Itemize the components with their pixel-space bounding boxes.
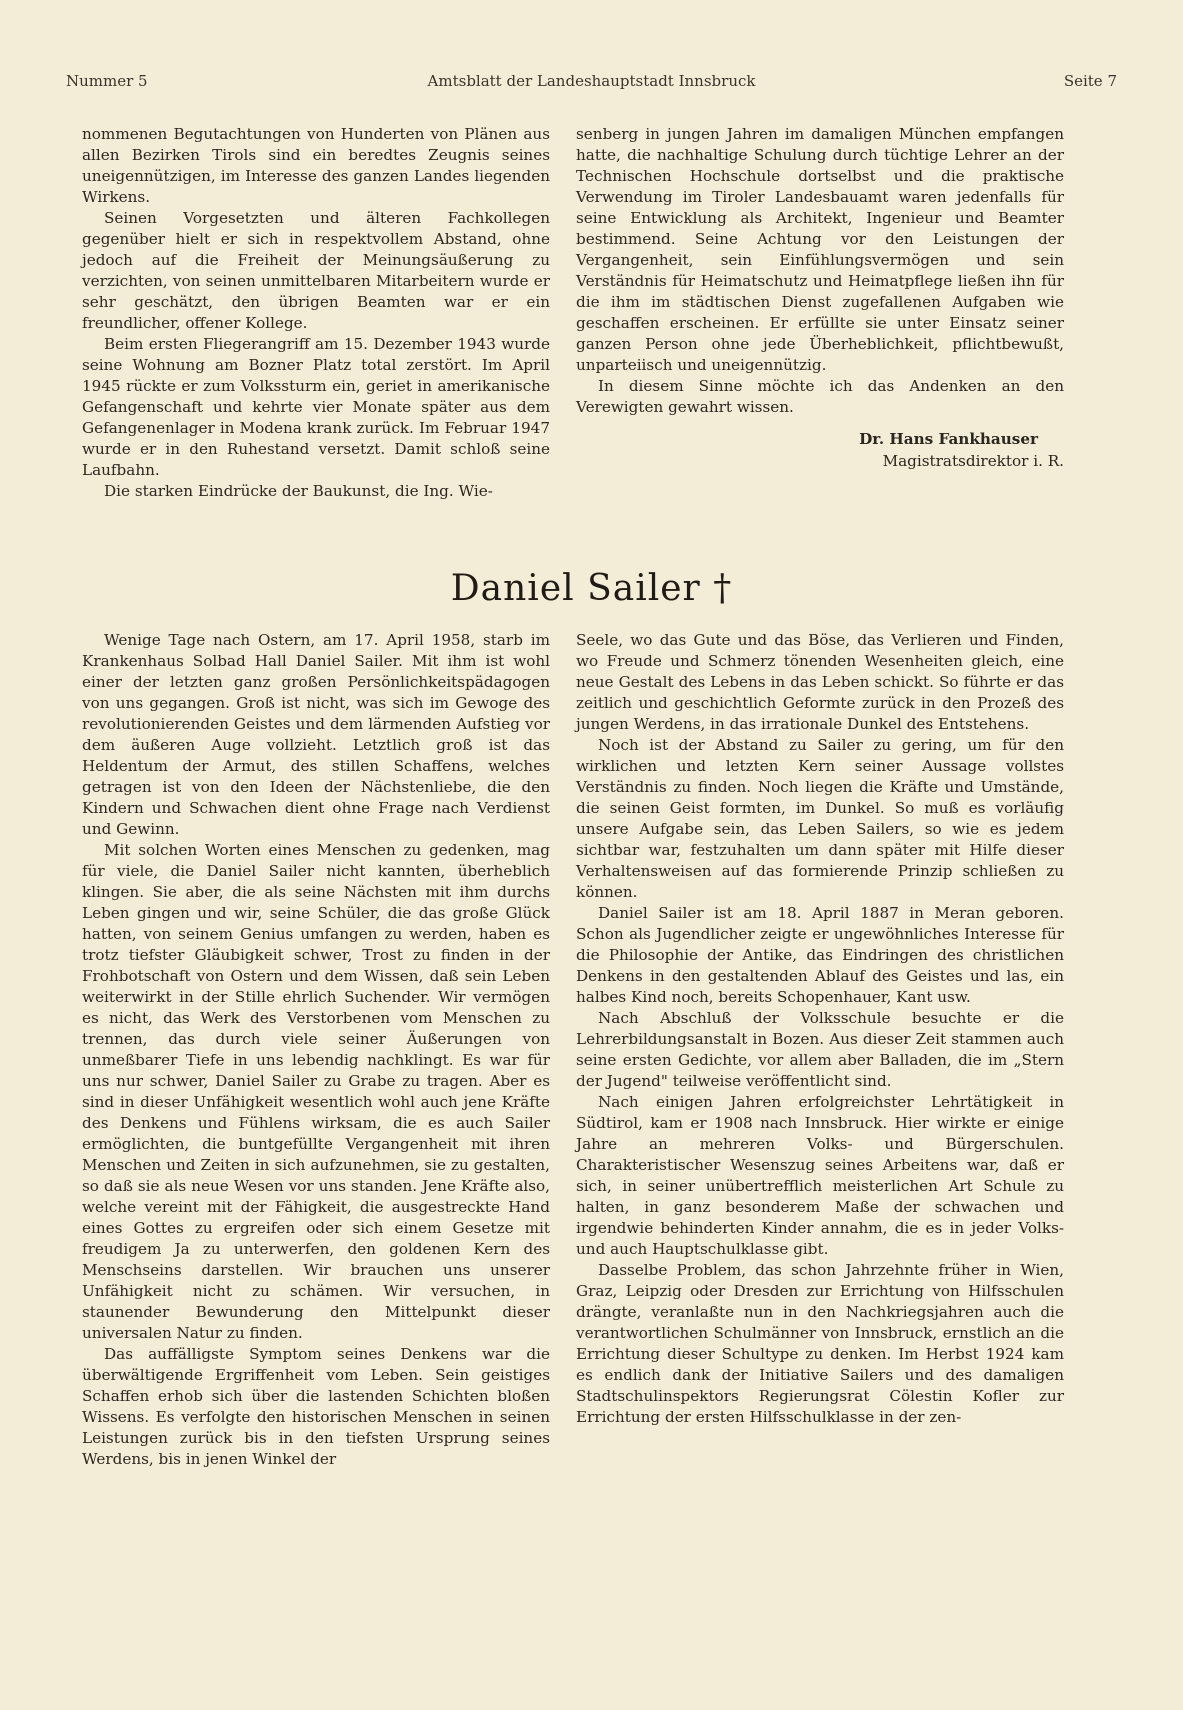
signature-block xyxy=(576,428,1064,472)
paragraph: Seele, wo das Gute und das Böse, das Verlieren und Finden, wo Freude und Schmerz tönenden Wesenheiten gleich, eine neue Gestalt des Lebens in das Leben schickt. So führte er das zeitlich und geschichtlich Geformte zurück in den Prozeß des jungen Werdens, in das irrationale Dunkel des Entstehens. xyxy=(576,631,1064,733)
paragraph: In diesem Sinne möchte ich das Andenken an den Verewigten gewahrt wissen. xyxy=(576,377,1064,416)
paragraph: Nach einigen Jahren erfolgreichster Lehrtätigkeit in Südtirol, kam er 1908 nach Innsbruck. Hier wirkte er einige Jahre an mehreren Volks- und Bürgerschulen. Charakteristischer Wesenszug seines Arbeitens war, daß er sich, in seiner unübertrefflich meisterlichen Art Schule zu halten, in ganz besonderem Maße der schwachen und irgendwie behinderten Kinder annahm, die es in jeder Volks- und auch Hauptschulklasse gibt. xyxy=(576,1093,1064,1258)
signature-role: Magistratsdirektor i. R. xyxy=(882,452,1064,470)
article-left-column xyxy=(82,630,550,1470)
paragraph: Wenige Tage nach Ostern, am 17. April 1958, starb im Krankenhaus Solbad Hall Daniel Sailer. Mit ihm ist wohl einer der letzten ganz großen Persönlichkeitspädagogen von uns gegangen. Groß ist nicht, was sich im Gewoge des revolutionierenden Geistes und dem lärmenden Aufstieg vor dem äußeren Auge vollzieht. Letztlich groß ist das Heldentum der Armut, des stillen Schaffens, welches getragen ist von den Ideen der Nächstenliebe, die den Kindern und Schwachen dient ohne Frage nach Verdienst und Gewinn. xyxy=(82,631,550,838)
paragraph: Das auffälligste Symptom seines Denkens war die überwältigende Ergriffenheit vom Leben. Sein geistiges Schaffen erhob sich über die lastenden Schichten bloßen Wissens. Es verfolgte den historischen Menschen in seinen Leistungen zurück bis in den tiefsten Ursprung seines Werdens, bis in jenen Winkel der xyxy=(82,1345,550,1468)
paragraph: senberg in jungen Jahren im damaligen München empfangen hatte, die nachhaltige Schulung durch tüchtige Lehrer an der Technischen Hochschule dortselbst und die praktische Verwendung im Tiroler Landesbauamt waren jedenfalls für seine Entwicklung als Architekt, Ingenieur und Beamter bestimmend. Seine Achtung vor den Leistungen der Vergangenheit, sein Einfühlungsvermögen und sein Verständnis für Heimatschutz und Heimatpflege ließen ihn für die ihm im städtischen Dienst zugefallenen Aufgaben wie geschaffen erscheinen. Er erfüllte sie unter Einsatz seiner ganzen Person ohne jede Überheblichkeit, pflichtbewußt, unparteiisch und uneigennützig. xyxy=(576,125,1064,374)
paragraph: Daniel Sailer ist am 18. April 1887 in Meran geboren. Schon als Jugendlicher zeigte er ungewöhnliches Interesse für die Philosophie der Antike, das Eindringen des christlichen Denkens in den gestaltenden Ablauf des Geistes und las, ein halbes Kind noch, bereits Schopenhauer, Kant usw. xyxy=(576,904,1064,1006)
page-number: Seite 7 xyxy=(1063,72,1117,90)
obituary-continuation-right-column xyxy=(576,124,1064,472)
publication-title: Amtsblatt der Landeshauptstadt Innsbruck xyxy=(427,72,756,90)
paragraph: Dasselbe Problem, das schon Jahrzehnte früher in Wien, Graz, Leipzig oder Dresden zur Errichtung von Hilfsschulen drängte, veranlaßte nun in den Nachkriegsjahren auch die verantwortlichen Schulmänner von Innsbruck, ernstlich an die Errichtung dieser Schultype zu denken. Im Herbst 1924 kam es endlich dank der Initiative Sailers und des damaligen Stadtschulinspektors Regierungsrat Cölestin Kofler zur Errichtung der ersten Hilfsschulklasse in der zen- xyxy=(576,1261,1064,1426)
paragraph: Nach Abschluß der Volksschule besuchte er die Lehrerbildungsanstalt in Bozen. Aus dieser Zeit stammen auch seine ersten Gedichte, vor allem aber Balladen, die im „Stern der Jugend" teilweise veröffentlicht sind. xyxy=(576,1009,1064,1090)
paragraph: Beim ersten Fliegerangriff am 15. Dezember 1943 wurde seine Wohnung am Bozner Platz total zerstört. Im April 1945 rückte er zum Volkssturm ein, geriet in amerikanische Gefangenschaft und kehrte vier Monate später aus dem Gefangenenlager in Modena krank zurück. Im Februar 1947 wurde er in den Ruhestand versetzt. Damit schloß seine Laufbahn. xyxy=(82,335,550,479)
article-right-column xyxy=(576,630,1064,1428)
paragraph: nommenen Begutachtungen von Hunderten von Plänen aus allen Bezirken Tirols sind ein beredtes Zeugnis seines uneigennützigen, im Interesse des ganzen Landes liegenden Wirkens. xyxy=(82,125,550,206)
paragraph: Mit solchen Worten eines Menschen zu gedenken, mag für viele, die Daniel Sailer nicht kannten, überheblich klingen. Sie aber, die als seine Nächsten mit ihm durchs Leben gingen und wir, seine Schüler, die das große Glück hatten, von seinem Genius umfangen zu werden, haben es trotz tiefster Gläubigkeit schwer, Trost zu finden in der Frohbotschaft von Ostern und dem Wissen, daß sein Leben weiterwirkt in der Stille ehrlich Suchender. Wir vermögen es nicht, das Werk des Verstorbenen vom Menschen zu trennen, das durch viele seiner Äußerungen von unmeßbarer Tiefe in uns lebendig nachklingt. Es war für uns nur schwer, Daniel Sailer zu Grabe zu tragen. Aber es sind in dieser Unfähigkeit wesentlich wohl auch jene Kräfte des Denkens und Fühlens wirksam, die es auch Sailer ermöglichten, die buntgefüllte Vergangenheit mit ihren Menschen und Zeiten in sich aufzunehmen, sie zu gestalten, so daß sie als neue Wesen vor uns standen. Jene Kräfte also, welche vereint mit der Fähigkeit, die ausgestreckte Hand eines Gottes zu ergreifen oder sich einem Gesetze mit freudigem Ja zu unterwerfen, den goldenen Kern des Menschseins darstellen. Wir brauchen uns unserer Unfähigkeit nicht zu schämen. Wir versuchen, in staunender Bewunderung den Mittelpunkt dieser universalen Natur zu finden. xyxy=(82,841,550,1342)
paragraph: Seinen Vorgesetzten und älteren Fachkollegen gegenüber hielt er sich in respektvollem Abstand, ohne jedoch auf die Freiheit der Meinungsäußerung zu verzichten, von seinen unmittelbaren Mitarbeitern wurde er sehr geschätzt, den übrigen Beamten war er ein freundlicher, offener Kollege. xyxy=(82,209,550,332)
article-title: Daniel Sailer † xyxy=(450,568,733,609)
paragraph: Die starken Eindrücke der Baukunst, die Ing. Wie- xyxy=(104,482,493,500)
signature-name: Dr. Hans Fankhauser xyxy=(859,430,1038,448)
issue-number: Nummer 5 xyxy=(66,72,148,90)
paragraph: Noch ist der Abstand zu Sailer zu gering, um für den wirklichen und letzten Kern seiner Aussage vollstes Verständnis zu finden. Noch liegen die Kräfte und Umstände, die seinen Geist formten, im Dunkel. So muß es vorläufig unsere Aufgabe sein, das Leben Sailers, so wie es jedem sichtbar war, festzuhalten um dann später mit Hilfe dieser Verhaltensweisen auf das formierende Prinzip schließen zu können. xyxy=(576,736,1064,901)
page-header xyxy=(66,72,1117,94)
obituary-continuation-left-column xyxy=(82,124,550,502)
